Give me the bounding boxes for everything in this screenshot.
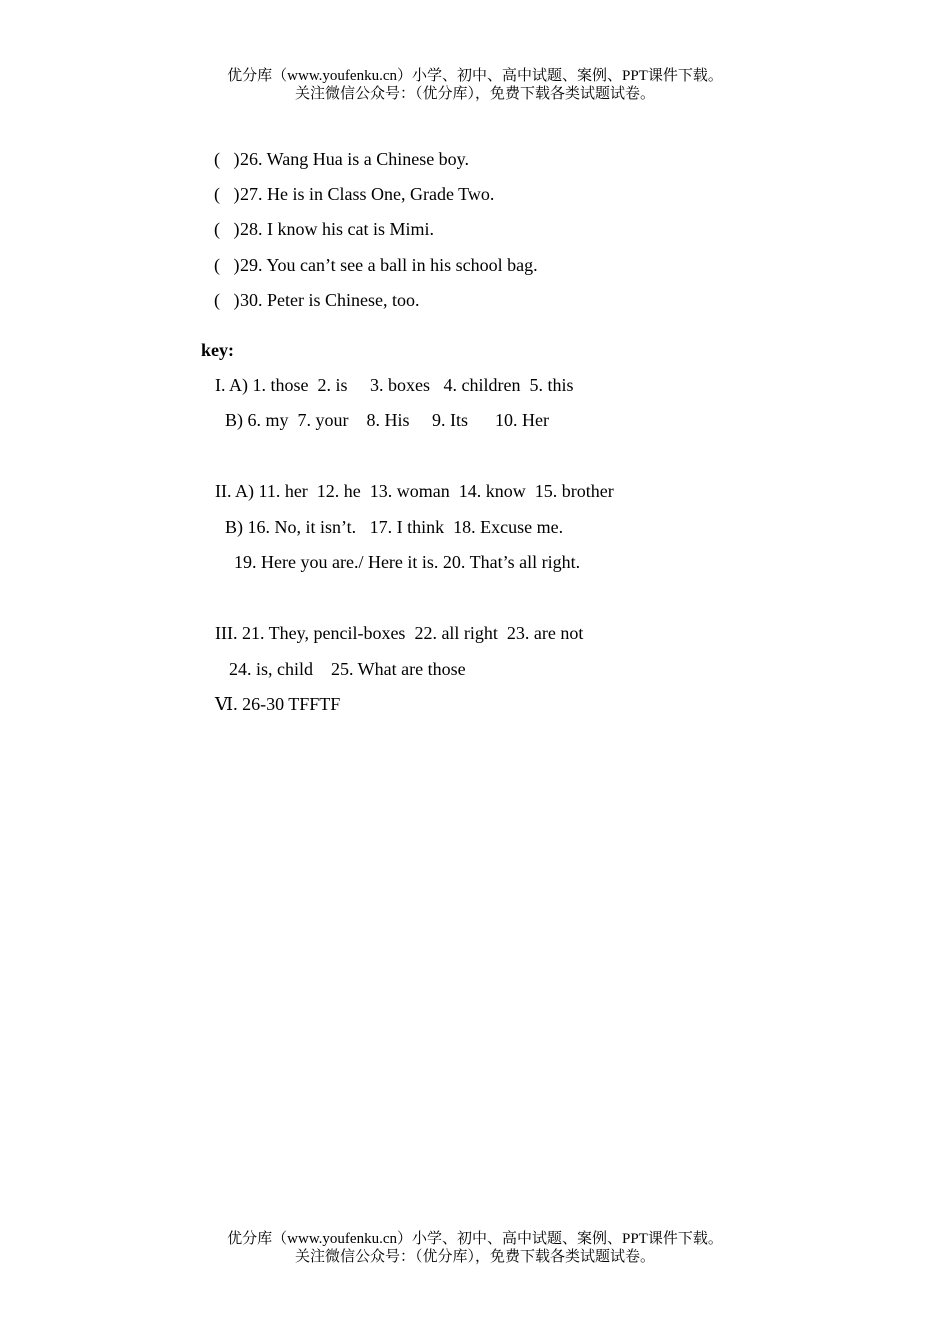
question-30	[205, 267, 419, 311]
header-line-1: 优分库（www.youfenku.cn）小学、初中、高中试题、案例、PPT课件下载。	[227, 68, 723, 84]
header-line-2: 关注微信公众号：（优分库），免费下载各类试题试卷。	[294, 86, 655, 102]
key-line-3: II. A) 11. her 12. he 13. woman 14. know 15. brother	[215, 481, 614, 501]
answer-blank[interactable]: ( )	[214, 290, 240, 310]
answer-blank[interactable]: ( )	[214, 149, 240, 169]
question-text: 27. He is in Class One, Grade Two.	[240, 184, 495, 204]
key-line-1: I. A) 1. those 2. is 3. boxes 4. children 5. this	[215, 375, 574, 395]
question-text: 28. I know his cat is Mimi.	[240, 219, 434, 239]
key-line-2: B) 6. my 7. your 8. His 9. Its 10. Her	[225, 410, 549, 430]
key-line-6: III. 21. They, pencil-boxes 22. all right 23. are not	[215, 623, 584, 643]
question-text: 26. Wang Hua is a Chinese boy.	[240, 149, 470, 169]
key-title: key:	[201, 340, 234, 360]
answer-blank[interactable]: ( )	[214, 184, 240, 204]
page-footer	[0, 1230, 950, 1266]
answer-blank[interactable]: ( )	[214, 219, 240, 239]
key-line-4: B) 16. No, it isn’t. 17. I think 18. Excuse me.	[225, 517, 564, 537]
key-line-5: 19. Here you are./ Here it is. 20. That’s all right.	[234, 552, 581, 572]
key-line-7: 24. is, child 25. What are those	[229, 659, 466, 679]
question-text: 29. You can’t see a ball in his school bag.	[240, 255, 538, 275]
page-header	[0, 67, 950, 103]
footer-line-1: 优分库（www.youfenku.cn）小学、初中、高中试题、案例、PPT课件下载。	[227, 1231, 723, 1247]
question-text: 30. Peter is Chinese, too.	[240, 290, 420, 310]
footer-line-2: 关注微信公众号：（优分库），免费下载各类试题试卷。	[294, 1249, 655, 1265]
answer-blank[interactable]: ( )	[214, 255, 240, 275]
key-line-8: Ⅵ. 26-30 TFFTF	[215, 694, 341, 714]
